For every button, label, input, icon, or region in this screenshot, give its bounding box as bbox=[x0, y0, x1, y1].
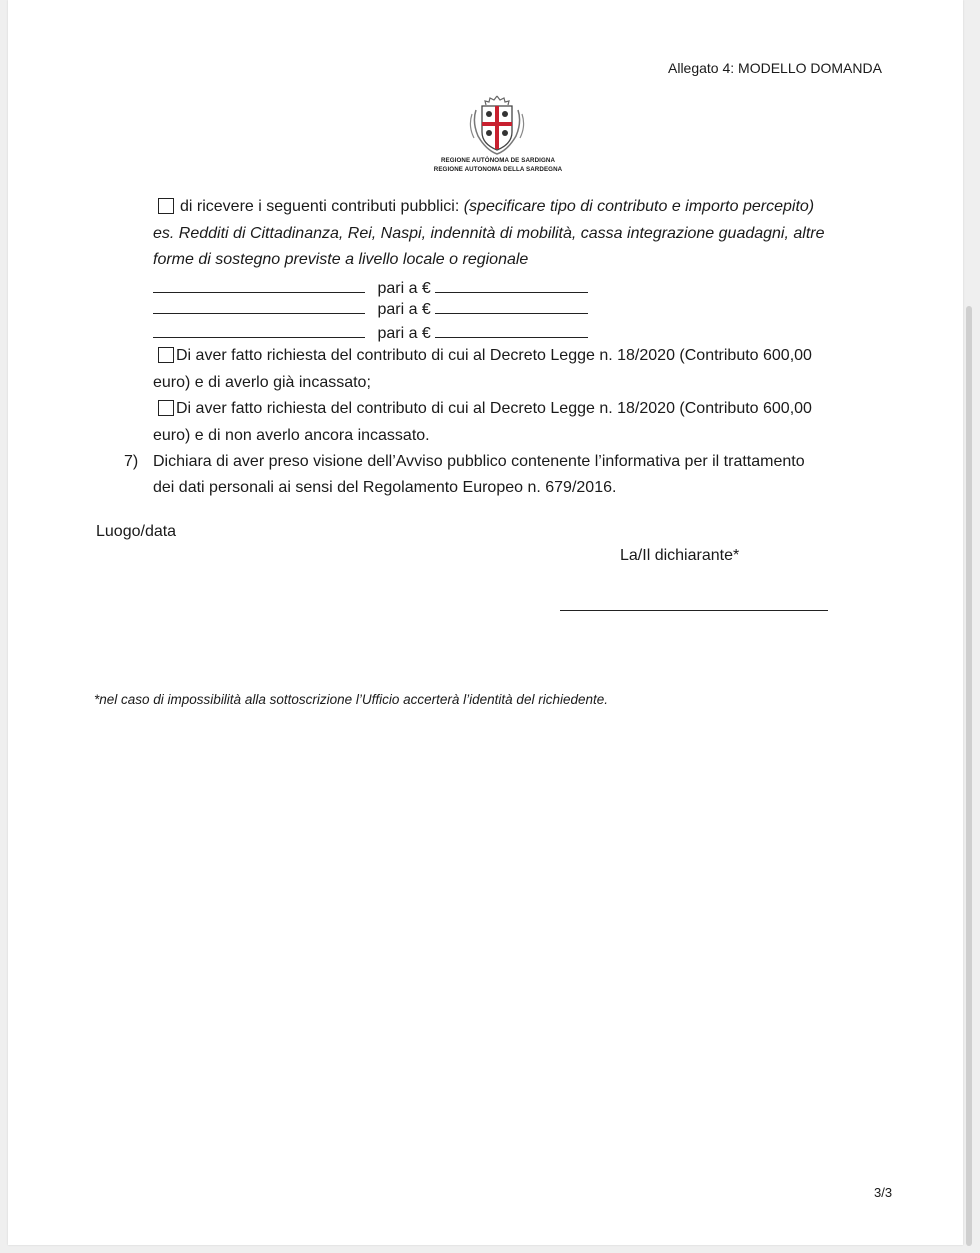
logo-text-sardo: REGIONE AUTÒNOMA DE SARDIGNA bbox=[440, 157, 556, 164]
item7-line-1: Dichiara di aver preso visione dell’Avviso pubblico contenente l’informativa per il trattamento bbox=[153, 453, 805, 470]
document-page bbox=[8, 0, 963, 1245]
contributo-row-label: pari a € bbox=[377, 325, 431, 342]
contributo-row bbox=[153, 323, 588, 343]
contributi-line-3: forme di sostegno previste a livello locale o regionale bbox=[153, 251, 529, 268]
contributo-tipo-blank[interactable] bbox=[153, 278, 365, 293]
contributo-importo-blank[interactable] bbox=[435, 323, 588, 338]
allegato-label: Allegato 4: MODELLO DOMANDA bbox=[668, 60, 882, 76]
item7-line-2: dei dati personali ai sensi del Regolamento Europeo n. 679/2016. bbox=[153, 479, 617, 496]
contributo-row bbox=[153, 299, 588, 319]
non-incassato-text-1: Di aver fatto richiesta del contributo di cui al Decreto Legge n. 18/2020 (Contributo 600,00 bbox=[176, 400, 812, 417]
dichiarante-label: La/Il dichiarante* bbox=[620, 547, 740, 564]
contributi-checkbox[interactable] bbox=[158, 198, 174, 214]
signature-line[interactable] bbox=[560, 610, 828, 611]
contributo-row-label: pari a € bbox=[377, 301, 431, 318]
contributo-tipo-blank[interactable] bbox=[153, 323, 365, 338]
contributo-tipo-blank[interactable] bbox=[153, 299, 365, 314]
luogo-data-label: Luogo/data bbox=[96, 523, 177, 540]
non-incassato-line-2: euro) e di non averlo ancora incassato. bbox=[153, 427, 430, 444]
page-number: 3/3 bbox=[874, 1185, 893, 1200]
contributo-importo-blank[interactable] bbox=[435, 278, 588, 293]
contributi-lead: di ricevere i seguenti contributi pubblici: bbox=[180, 198, 460, 215]
non-incassato-checkbox[interactable] bbox=[158, 400, 174, 416]
contributo-row bbox=[153, 278, 588, 298]
contributo-row-label: pari a € bbox=[377, 280, 431, 297]
incassato-line-1 bbox=[158, 343, 812, 369]
coat-of-arms-logo bbox=[462, 92, 532, 156]
incassato-text-1: Di aver fatto richiesta del contributo di cui al Decreto Legge n. 18/2020 (Contributo 600,00 bbox=[176, 347, 812, 364]
incassato-line-2: euro) e di averlo già incassato; bbox=[153, 374, 371, 391]
contributi-line-1 bbox=[158, 194, 814, 220]
non-incassato-line-1 bbox=[158, 396, 812, 422]
scrollbar-thumb[interactable] bbox=[966, 306, 972, 1246]
footnote: *nel caso di impossibilità alla sottoscrizione l’Ufficio accerterà l’identità del richiedente. bbox=[94, 692, 608, 707]
incassato-checkbox[interactable] bbox=[158, 347, 174, 363]
contributi-line-2: es. Redditi di Cittadinanza, Rei, Naspi, indennità di mobilità, cassa integrazione guadagni, altre bbox=[153, 225, 825, 242]
contributi-lead-italic: (specificare tipo di contributo e importo percepito) bbox=[463, 198, 815, 215]
item7-number: 7) bbox=[124, 453, 139, 470]
logo-text-italiano: REGIONE AUTONOMA DELLA SARDEGNA bbox=[433, 166, 563, 173]
contributo-importo-blank[interactable] bbox=[435, 299, 588, 314]
